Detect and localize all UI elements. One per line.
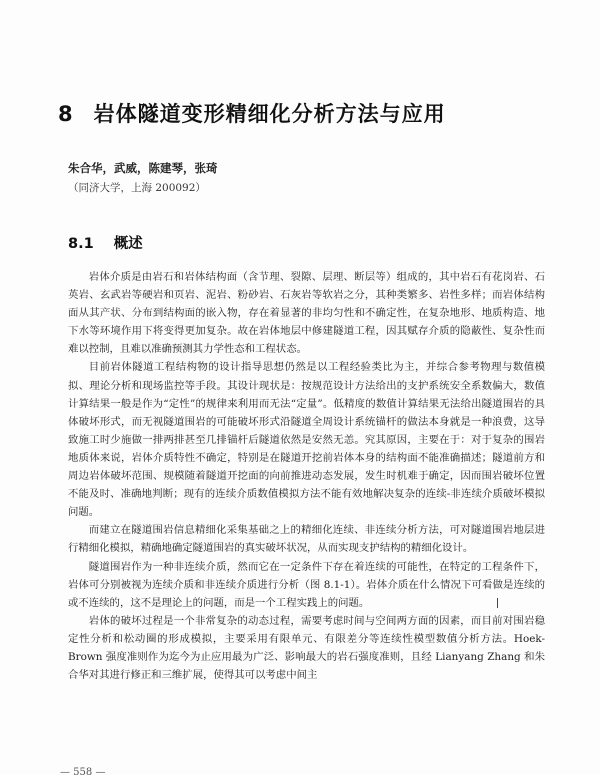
- chapter-title-text: 岩体隧道变形精细化分析方法与应用: [93, 102, 446, 126]
- page-footer-fragment: — 558 —: [60, 767, 106, 778]
- paragraph-5: 岩体的破坏过程是一个非常复杂的动态过程，需要考虑时间与空间两方面的因素，而目前对围岩稳定性分析和松动圈的形成模拟，主要采用有限单元、有限差分等连续性模型数值分析方法。Hoek-Brown 强度准则作为迄今为止应用最为广泛、影响最大的岩石强度准则，且经 Lianyang Zhang 和朱合华对其进行修正和三维扩展，使得其可以考虑中间主: [68, 614, 545, 682]
- chapter-number: 8: [58, 102, 74, 126]
- paragraph-1: 岩体介质是由岩石和岩体结构面（含节理、裂隙、层理、断层等）组成的，其中岩石有花岗岩、石英岩、玄武岩等硬岩和页岩、泥岩、粉砂岩、石灰岩等软岩之分，其种类繁多、岩性多样；而岩体结构面从其产状、分布到结构面的嵌入物，存在着显著的非均匀性和不确定性，在复杂地形、地质构造、地下水等环境作用下将变得更加复杂。故在岩体地层中修建隧道工程，因其赋存介质的隐蔽性、复杂性而难以控制，且难以准确预测其力学性态和工程状态。: [68, 271, 545, 356]
- body-text: [68, 268, 545, 684]
- affiliation: （同济大学，上海 200092）: [68, 182, 206, 194]
- section-heading: [68, 232, 143, 253]
- paragraph-4: 隧道围岩作为一种非连续介质，然而它在一定条件下存在着连续的可能性，在特定的工程条件下，岩体可分别被视为连续介质和非连续介质进行分析（图 8.1-1）。岩体介质在什么情况下可看做是连续的或不连续的，这不是理论上的问题，而是一个工程实践上的问题。: [68, 560, 545, 609]
- section-title: 概述: [113, 236, 143, 252]
- paragraph-2: 目前岩体隧道工程结构物的设计指导思想仍然是以工程经验类比为主，并综合参考物理与数值模拟、理论分析和现场监控等手段。其设计现状是：按规范设计方法给出的支护系统安全系数偏大，数值计算结果一般是作为“定性”的规律来利用而无法“定量”。低精度的数值计算结果无法给出隧道围岩的具体破坏形式，而无视隧道围岩的可能破坏形式沿隧道全周设计系统锚杆的做法本身就是一种浪费，这导致施工时少施做一排两排甚至几排锚杆后隧道依然是安然无恙。究其原因，主要在于：对于复杂的围岩地质体来说，岩体介质特性不确定，特别是在隧道开挖前岩体本身的结构面不能准确描述；隧道前方和周边岩体破坏范围、规模随着隧道开挖面的向前推进动态发展，发生时机难于确定，因而围岩破坏位置不能及时、准确地判断；现有的连续介质数值模拟方法不能有效地解决复杂的连续-非连续介质破坏模拟问题。: [68, 361, 545, 519]
- margin-mark: [497, 598, 498, 608]
- section-number: 8.1: [68, 236, 94, 252]
- author-list: 朱合华，武威，陈建琴，张琦: [68, 161, 218, 175]
- paragraph-3: 而建立在隧道围岩信息精细化采集基础之上的精细化连续、非连续分析方法，可对隧道围岩地层进行精细化模拟，精确地确定隧道围岩的真实破坏状况，从而实现支护结构的精细化设计。: [68, 524, 545, 555]
- chapter-title: [58, 98, 446, 128]
